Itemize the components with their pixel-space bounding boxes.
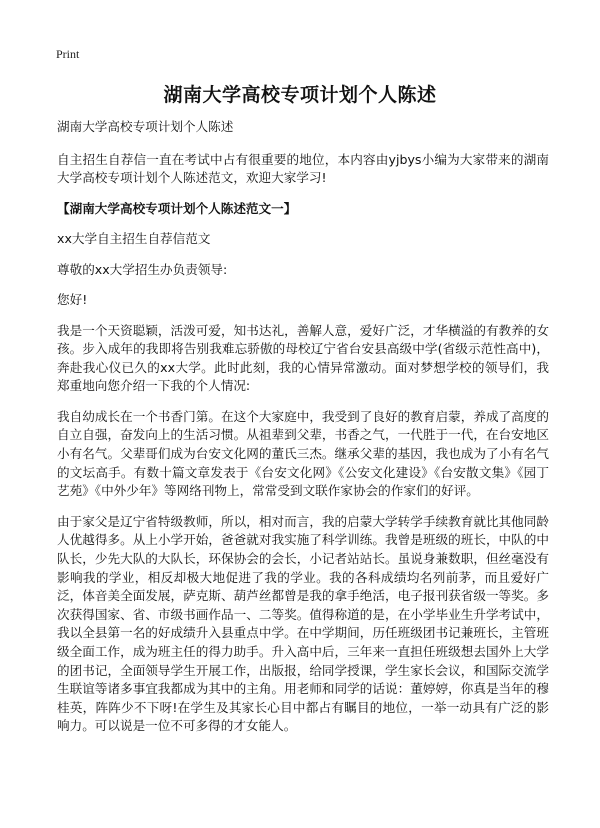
body-paragraph-2: 我自幼成长在一个书香门第。在这个大家庭中，我受到了良好的教育启蒙，养成了高度的自立自强，奋发向上的生活习惯。从祖辈到父辈，书香之气，一代胜于一代，在台安地区小有名气。父辈哥们成为台安文化网的董氏三杰。继承父辈的基因，我也成为了小有名气的文坛高手。有数十篇文章发表于《台安文化网》《公安文化建设》《台安散文集》《园丁艺苑》《中外少年》等网络刊物上，常常受到文联作家协会的作家们的好评。 <box>57 408 549 499</box>
section-heading: 【湖南大学高校专项计划个人陈述范文一】 <box>57 200 297 216</box>
body-paragraph-3: 由于家父是辽宁省特级教师，所以，相对而言，我的启蒙大学转学手续教育就比其他同龄人优越得多。从上小学开始，爸爸就对我实施了科学训练。我曾是班级的班长，中队的中队长，少先大队的大队长，环保协会的会长，小记者站站长。虽说身兼数职，但丝毫没有影响我的学业，相反却极大地促进了我的学业。我的各科成绩均名列前茅，而且爱好广泛，体音美全面发展，萨克斯、葫芦丝都曾是我的拿手绝活，电子报刊获省级一等奖。多次获得国家、省、市级书画作品一、二等奖。值得称道的是，在小学毕业生升学考试中，我以全县第一名的好成绩升入县重点中学。在中学期间，历任班级团书记兼班长，主管班级全面工作，成为班主任的得力助手。升入高中后，三年来一直担任班级想去国外上大学的团书记，全面领导学生开展工作，出版报，给同学授课，学生家长会议，和国际交流学生联谊等诸多事宜我都成为其中的主角。用老师和同学的话说：董婷婷，你真是当年的穆桂英，阵阵少不下呀!在学生及其家长心目中都占有瞩目的地位，一举一动具有广泛的影响力。可以说是一位不可多得的才女能人。 <box>57 513 549 734</box>
intro-paragraph: 自主招生自荐信一直在考试中占有很重要的地位，本内容由yjbys小编为大家带来的湖南大学高校专项计划个人陈述范文，欢迎大家学习! <box>57 151 549 185</box>
print-link[interactable]: Print <box>56 47 80 61</box>
document-subtitle: 湖南大学高校专项计划个人陈述 <box>57 119 234 134</box>
letter-title: xx大学自主招生自荐信范文 <box>57 231 211 246</box>
greeting: 您好! <box>57 292 88 307</box>
body-paragraph-1: 我是一个天资聪颖，活泼可爱，知书达礼，善解人意，爱好广泛，才华横溢的有教养的女孩。步入成年的我即将告别我难忘骄傲的母校辽宁省台安县高级中学(省级示范性高中)，奔赴我心仪已久的xx大学。此时此刻，我的心情异常激动。面对梦想学校的领导们，我郑重地向您介绍一下我的个人情况: <box>57 322 549 394</box>
document-body <box>57 118 549 748</box>
document-title: 湖南大学高校专项计划个人陈述 <box>163 84 437 106</box>
salutation: 尊敬的xx大学招生办负责领导: <box>57 261 228 277</box>
